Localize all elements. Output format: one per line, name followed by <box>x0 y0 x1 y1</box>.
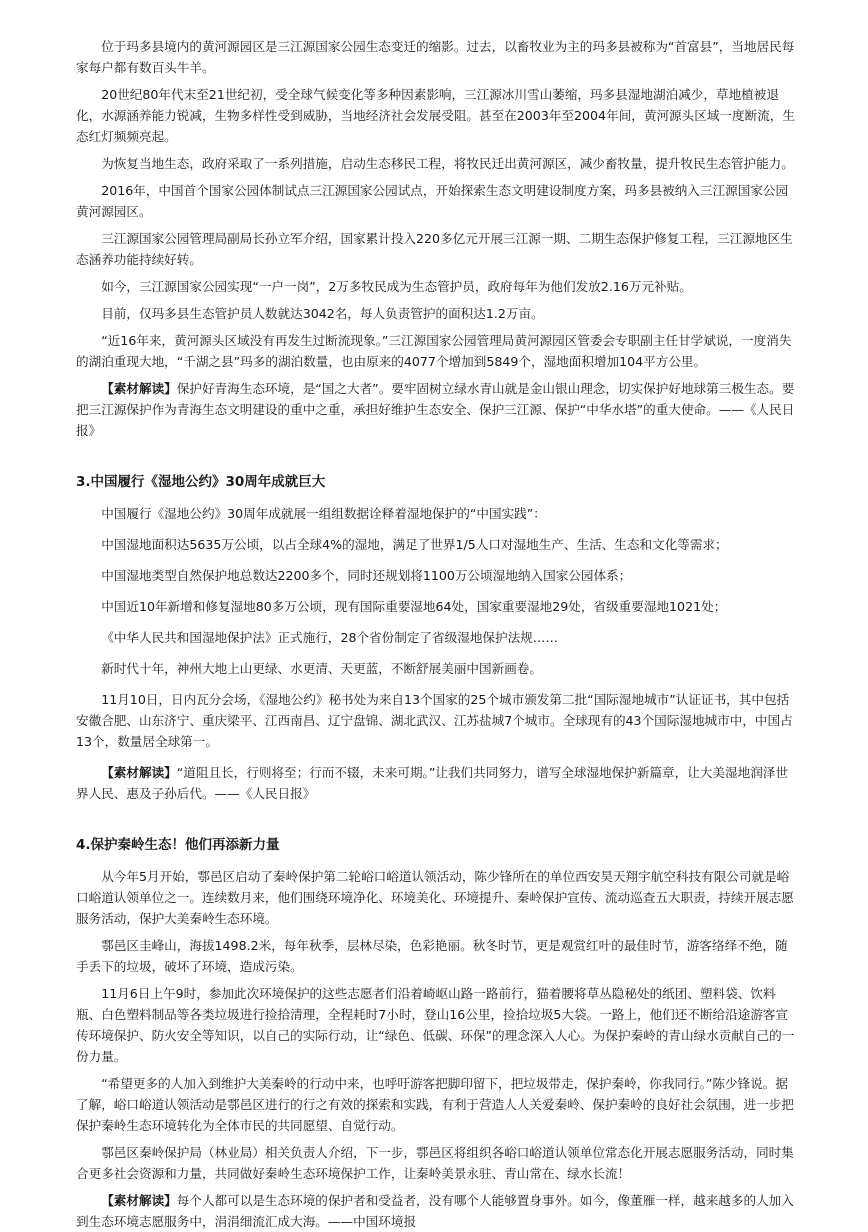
paragraph: 从今年5月开始，鄠邑区启动了秦岭保护第二轮峪口峪道认领活动，陈少锋所在的单位西安昊天翔宇航空科技有限公司就是峪口峪道认领单位之一。连续数月来，他们围绕环境净化、环境美化、环境提升、秦岭保护宣传、流动巡查五大职责，持续开展志愿服务活动，保护大美秦岭生态环境。 <box>76 869 794 926</box>
paragraph: 11月6日上午9时，参加此次环境保护的这些志愿者们沿着崎岖山路一路前行，猫着腰将草丛隐秘处的纸团、塑料袋、饮料瓶、白色塑料制品等各类垃圾进行捡拾清理，全程耗时7小时，登山16公里，捡拾垃圾5大袋。一路上，他们还不断给沿途游客宣传环境保护、防火安全等知识，以自己的实际行动，让“绿色、低碳、环保”的理念深入人心。为保护秦岭的青山绿水贡献自己的一份力量。 <box>76 986 795 1064</box>
paragraph: 目前，仅玛多县生态管护员人数就达3042名，每人负责管护的面积达1.2万亩。 <box>101 306 544 321</box>
paragraph: “近16年来，黄河源头区域没有再发生过断流现象。”三江源国家公园管理局黄河源园区管委会专职副主任甘学斌说，一度消失的湖泊重现大地，“千湖之县”玛多的湖泊数量，也由原来的4077个增加到5849个，湿地面积增加104平方公里。 <box>76 333 792 369</box>
material-note <box>76 378 798 441</box>
document-page <box>76 36 798 1232</box>
paragraph: 中国湿地面积达5635万公顷，以占全球4%的湿地，满足了世界1/5人口对湿地生产、生活、生态和文化等需求； <box>101 537 728 552</box>
paragraph: 位于玛多县境内的黄河源园区是三江源国家公园生态变迁的缩影。过去，以畜牧业为主的玛多县被称为“首富县”，当地居民每家每户都有数百头牛羊。 <box>76 39 795 75</box>
paragraph: 中国近10年新增和修复湿地80多万公顷，现有国际重要湿地64处，国家重要湿地29处，省级重要湿地1021处； <box>101 599 727 614</box>
paragraph: 鄠邑区秦岭保护局（林业局）相关负责人介绍，下一步，鄠邑区将组织各峪口峪道认领单位常态化开展志愿服务活动，同时集合更多社会资源和力量，共同做好秦岭生态环境保护工作，让秦岭美景永驻、青山常在、绿水长流！ <box>76 1145 794 1181</box>
paragraph: 2016年，中国首个国家公园体制试点三江源国家公园试点，开始探索生态文明建设制度方案，玛多县被纳入三江源国家公园黄河源园区。 <box>76 183 789 219</box>
paragraph: 11月10日，日内瓦分会场，《湿地公约》秘书处为来自13个国家的25个城市颁发第二批“国际湿地城市”认证证书，其中包括安徽合肥、山东济宁、重庆梁平、江西南昌、辽宁盘锦、湖北武汉、江苏盐城7个城市。全球现有的43个国际湿地城市中，中国占13个，数量居全球第一。 <box>76 692 793 749</box>
paragraph: 20世纪80年代末至21世纪初，受全球气候变化等多种因素影响，三江源冰川雪山萎缩，玛多县湿地湖泊减少，草地植被退化，水源涵养能力锐减，生物多样性受到威胁，当地经济社会发展受阻。甚至在2003年至2004年间，黄河源头区域一度断流，生态红灯频频亮起。 <box>76 87 795 144</box>
material-note-text: 每个人都可以是生态环境的保护者和受益者，没有哪个人能够置身事外。如今，像董雁一样，越来越多的人加入到生态环境志愿服务中，涓涓细流汇成大海。——中国环境报 <box>76 1193 794 1229</box>
material-note-text: 保护好青海生态环境，是“国之大者”。要牢固树立绿水青山就是金山银山理念，切实保护好地球第三极生态。要把三江源保护作为青海生态文明建设的重中之重，承担好维护生态安全、保护三江源、保护“中华水塔”的重大使命。——《人民日报》 <box>76 381 795 438</box>
material-tag: 【素材解读】 <box>101 381 177 396</box>
paragraph: 鄠邑区圭峰山，海拔1498.2米，每年秋季，层林尽染，色彩艳丽。秋冬时节，更是观赏红叶的最佳时节，游客络绎不绝，随手丢下的垃圾，破坏了环境，造成污染。 <box>76 938 788 974</box>
material-tag: 【素材解读】 <box>101 1193 177 1208</box>
paragraph: 三江源国家公园管理局副局长孙立军介绍，国家累计投入220多亿元开展三江源一期、二期生态保护修复工程，三江源地区生态涵养功能持续好转。 <box>76 231 793 267</box>
material-tag: 【素材解读】 <box>101 765 177 780</box>
section-title: 4.保护秦岭生态！他们再添新力量 <box>76 837 280 853</box>
paragraph: 如今，三江源国家公园实现“一户一岗”，2万多牧民成为生态管护员，政府每年为他们发放2.16万元补贴。 <box>101 279 692 294</box>
material-note-text: “道阻且长，行则将至；行而不辍，未来可期。”让我们共同努力，谱写全球湿地保护新篇章，让大美湿地润泽世界人民、惠及子孙后代。——《人民日报》 <box>76 765 788 801</box>
paragraph: 中国履行《湿地公约》30周年成就展一组组数据诠释着湿地保护的“中国实践”： <box>101 506 546 521</box>
material-note <box>76 762 798 804</box>
paragraph: 《中华人民共和国湿地保护法》正式施行，28个省份制定了省级湿地保护法规…… <box>101 630 558 645</box>
material-note <box>76 1190 798 1232</box>
paragraph: 新时代十年，神州大地上山更绿、水更清、天更蓝，不断舒展美丽中国新画卷。 <box>101 661 542 676</box>
paragraph: 为恢复当地生态，政府采取了一系列措施，启动生态移民工程，将牧民迁出黄河源区，减少畜牧量，提升牧民生态管护能力。 <box>101 156 794 171</box>
paragraph: “希望更多的人加入到维护大美秦岭的行动中来，也呼吁游客把脚印留下，把垃圾带走，保护秦岭，你我同行。”陈少锋说。据了解，峪口峪道认领活动是鄠邑区进行的行之有效的探索和实践，有利于营造人人关爱秦岭、保护秦岭的良好社会氛围，进一步把保护秦岭生态环境转化为全体市民的共同愿望、自觉行动。 <box>76 1076 794 1133</box>
section-title: 3.中国履行《湿地公约》30周年成就巨大 <box>76 474 326 490</box>
paragraph: 中国湿地类型自然保护地总数达2200多个，同时还规划将1100万公顷湿地纳入国家公园体系； <box>101 568 632 583</box>
